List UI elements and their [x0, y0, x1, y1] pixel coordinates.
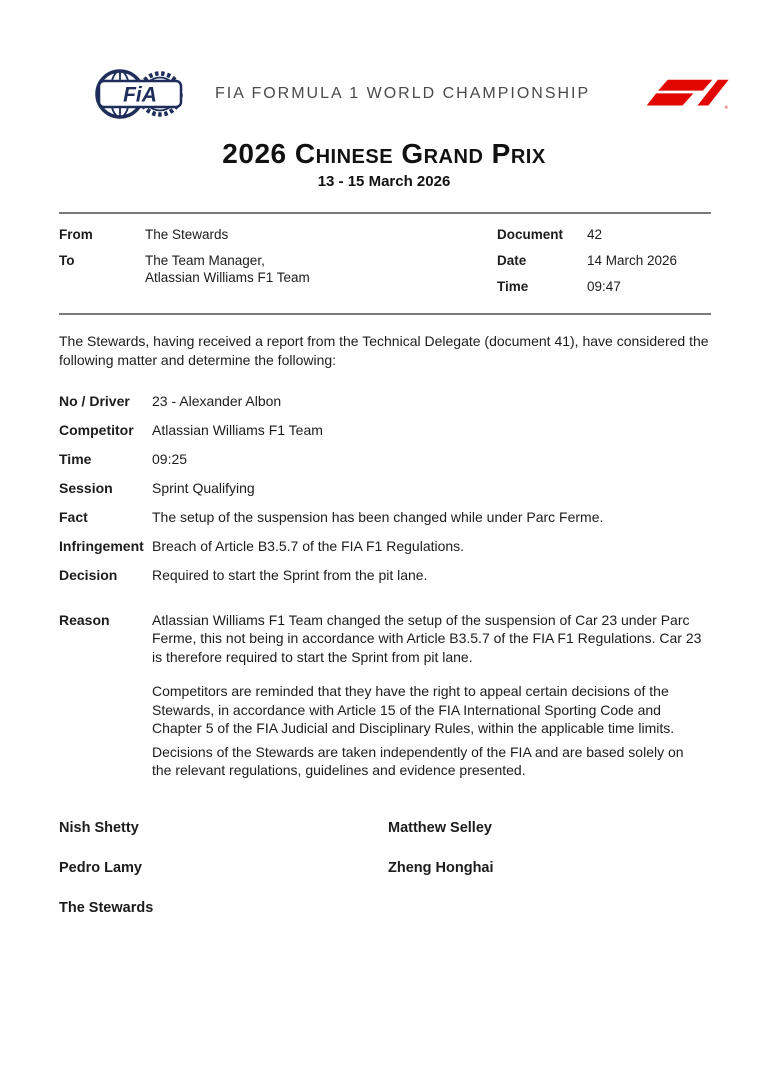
document-number: 42 [587, 227, 603, 242]
meta-row-from [59, 226, 497, 243]
fact-label: Fact [59, 509, 88, 525]
field-row-infringement [59, 537, 711, 556]
session-time-label: Time [59, 451, 92, 467]
session-time-value: 09:25 [152, 451, 188, 467]
fact-value: The setup of the suspension has been changed while under Parc Ferme. [152, 509, 604, 525]
meta-left-column [59, 226, 497, 295]
svg-text:®: ® [724, 106, 729, 111]
f1-logo-icon [646, 77, 730, 111]
competitor-label: Competitor [59, 422, 134, 438]
reason-paragraph-1: Atlassian Williams F1 Team changed the setup of the suspension of Car 23 under Parc Ferme, this not being in accordance with Article B3.5.7 of the FIA F1 Regulations. Car 23 is therefore required to start the Sprint from pit lane. [152, 611, 702, 665]
reason-text [152, 611, 704, 780]
meta-row-date [497, 252, 711, 269]
field-row-fact [59, 508, 711, 527]
decision-label: Decision [59, 567, 118, 583]
to-value-line2: Atlassian Williams F1 Team [145, 270, 310, 285]
session-label: Session [59, 480, 113, 496]
time-label: Time [497, 279, 529, 294]
field-row-reason [59, 611, 711, 780]
reason-label: Reason [59, 611, 110, 628]
field-row-session [59, 479, 711, 498]
event-date-range: 13 - 15 March 2026 [317, 173, 451, 190]
title-block [0, 138, 768, 190]
document-label: Document [497, 227, 564, 242]
decision-value: Required to start the Sprint from the pit lane. [152, 567, 428, 583]
field-row-time [59, 450, 711, 469]
no-driver-label: No / Driver [59, 393, 130, 409]
document-header [0, 0, 768, 126]
steward-name-3: Matthew Selley [388, 819, 492, 836]
reason-paragraph-2: Competitors are reminded that they have the right to appeal certain decisions of the Stewards, in accordance with Article 15 of the FIA International Sporting Code and Chapter 5 of the FIA Judicial and Disciplinary Rules, within the applicable time limits. [152, 683, 675, 736]
field-row-no-driver [59, 392, 711, 411]
meta-row-to [59, 252, 497, 286]
event-title: 2026 Chinese Grand Prix [222, 138, 546, 169]
signature-role: The Stewards [59, 899, 154, 916]
time-value: 09:47 [587, 279, 621, 294]
infringement-value: Breach of Article B3.5.7 of the FIA F1 Regulations. [152, 538, 465, 554]
intro-paragraph: The Stewards, having received a report from the Technical Delegate (document 41), have considered the following matter and determine the following: [59, 333, 709, 368]
decision-fields [59, 392, 711, 585]
to-value [145, 252, 310, 286]
fia-logo-text: FiA [123, 83, 157, 107]
steward-name-1: Nish Shetty [59, 819, 139, 836]
document-meta-table [59, 212, 711, 315]
steward-name-2: Pedro Lamy [59, 859, 142, 876]
session-value: Sprint Qualifying [152, 480, 255, 496]
signatures-right-column [388, 820, 711, 916]
date-value: 14 March 2026 [587, 253, 678, 268]
meta-row-document [497, 226, 711, 243]
field-row-decision [59, 566, 711, 585]
meta-row-time [497, 278, 711, 295]
steward-name-4: Zheng Honghai [388, 859, 494, 876]
to-label: To [59, 253, 75, 268]
competitor-value: Atlassian Williams F1 Team [152, 422, 323, 438]
no-driver-value: 23 - Alexander Albon [152, 393, 282, 409]
from-label: From [59, 227, 93, 242]
meta-right-column [497, 226, 711, 295]
signatures-left-column [59, 820, 388, 916]
championship-title: FIA FORMULA 1 WORLD CHAMPIONSHIP [215, 85, 591, 102]
signatures-block [59, 820, 711, 916]
to-value-line1: The Team Manager, [145, 253, 265, 268]
from-value: The Stewards [145, 227, 229, 242]
date-label: Date [497, 253, 527, 268]
fia-logo-icon [95, 63, 185, 125]
infringement-label: Infringement [59, 538, 144, 554]
field-row-competitor [59, 421, 711, 440]
reason-paragraph-3: Decisions of the Stewards are taken independently of the FIA and are based solely on the relevant regulations, guidelines and evidence presented. [152, 743, 684, 778]
